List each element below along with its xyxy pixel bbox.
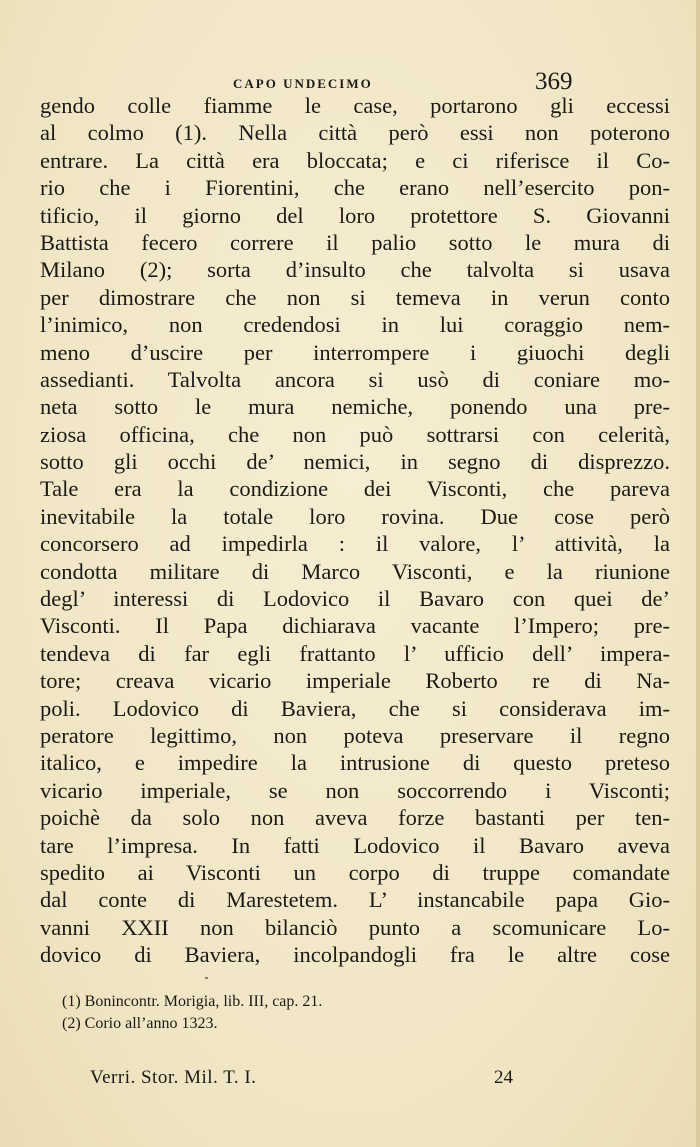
- text-line: italico, e impedire la intrusione di questo preteso: [40, 750, 670, 776]
- printer-signature: Verri. Stor. Mil. T. I.: [90, 1067, 257, 1088]
- text-line: poli. Lodovico di Baviera, che si considerava im-: [40, 695, 670, 721]
- text-line: peratore legittimo, non poteva preservare il regno: [40, 722, 670, 748]
- text-line: ziosa officina, che non può sottrarsi con celerità,: [40, 421, 670, 447]
- text-line: dovico di Baviera, incolpandogli fra le altre cose: [40, 942, 670, 968]
- text-line: concorsero ad impedirla : il valore, l’ attività, la: [40, 531, 670, 557]
- text-line: tare l’impresa. In fatti Lodovico il Bavaro aveva: [40, 832, 670, 858]
- text-line: per dimostrare che non si temeva in verun conto: [40, 284, 670, 310]
- text-line: entrare. La città era bloccata; e ci riferisce il Co-: [40, 147, 670, 173]
- signature-mark: 24: [494, 1067, 513, 1088]
- footnotes: [62, 991, 622, 1035]
- body-text: [40, 92, 670, 969]
- running-head: CAPO UNDECIMO: [233, 76, 373, 91]
- footnote: (1) Bonincontr. Morigia, lib. III, cap. 21.: [62, 993, 323, 1010]
- text-line: Battista fecero correre il palio sotto le mura di: [40, 229, 670, 255]
- text-line: Milano (2); sorta d’insulto che talvolta si usava: [40, 257, 670, 283]
- text-line: tore; creava vicario imperiale Roberto re di Na-: [40, 668, 670, 694]
- text-line: al colmo (1). Nella città però essi non poterono: [40, 120, 670, 146]
- text-line: tendeva di far egli frattanto l’ ufficio dell’ impera-: [40, 640, 670, 666]
- text-line: poichè da solo non aveva forze bastanti per ten-: [40, 805, 670, 831]
- footnote: (2) Corio all’anno 1323.: [62, 1015, 218, 1032]
- page-number: 369: [535, 68, 573, 95]
- text-line: l’inimico, non credendosi in lui coraggio nem-: [40, 312, 670, 338]
- page-edge: [696, 0, 700, 1147]
- ink-speck: [205, 977, 208, 979]
- text-line: inevitabile la totale loro rovina. Due cose però: [40, 503, 670, 529]
- text-line: dal conte di Marestetem. L’ instancabile papa Gio-: [40, 887, 670, 913]
- text-line: gendo colle fiamme le case, portarono gli eccessi: [40, 93, 670, 118]
- text-line: assedianti. Talvolta ancora si usò di coniare mo-: [40, 366, 670, 392]
- text-line: condotta militare di Marco Visconti, e la riunione: [40, 558, 670, 584]
- text-line: spedito ai Visconti un corpo di truppe comandate: [40, 859, 670, 885]
- text-line: neta sotto le mura nemiche, ponendo una pre-: [40, 394, 670, 420]
- text-line: vanni XXII non bilanciò punto a scomunicare Lo-: [40, 914, 670, 940]
- text-line: Tale era la condizione dei Visconti, che pareva: [40, 476, 670, 502]
- text-line: degl’ interessi di Lodovico il Bavaro con quei de’: [40, 586, 670, 612]
- text-line: rio che i Fiorentini, che erano nell’esercito pon-: [40, 175, 670, 201]
- text-line: Visconti. Il Papa dichiarava vacante l’Impero; pre-: [40, 613, 670, 639]
- text-line: vicario imperiale, se non soccorrendo i Visconti;: [40, 777, 670, 803]
- text-line: tificio, il giorno del loro protettore S. Giovanni: [40, 202, 670, 228]
- text-line: sotto gli occhi de’ nemici, in segno di disprezzo.: [40, 449, 670, 475]
- text-line: meno d’uscire per interrompere i giuochi degli: [40, 339, 670, 365]
